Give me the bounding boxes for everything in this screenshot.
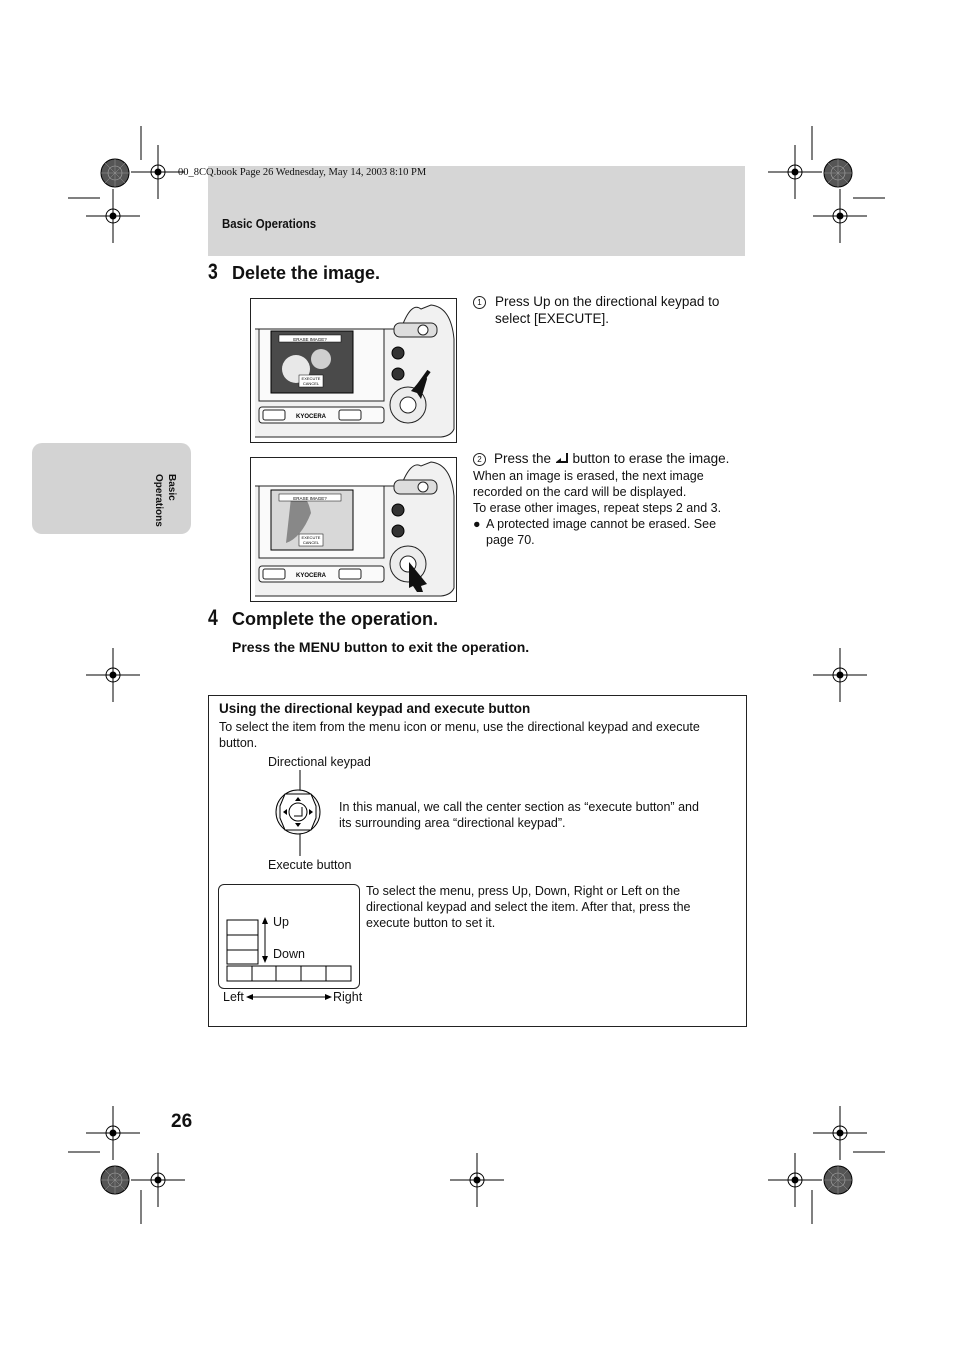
step-3-number: 3: [208, 259, 218, 284]
camera-figure-2: [250, 457, 457, 602]
step-3-note-2: To erase other images, repeat steps 2 and 3.: [473, 501, 722, 515]
step-4-number: 4: [208, 605, 218, 630]
execute-button-label: Execute button: [268, 858, 352, 872]
screen-option-execute: EXECUTE: [301, 376, 321, 381]
side-tab-label: [152, 474, 182, 527]
step-3-item-1-text: Press Up on the directional keypad to select [EXECUTE].: [495, 294, 720, 326]
step-4-title: Complete the operation.: [232, 609, 439, 629]
header-band: [208, 166, 745, 256]
info-box-intro: To select the item from the menu icon or menu, use the directional keypad and execute button.: [219, 720, 700, 750]
down-label: Down: [273, 947, 305, 961]
step-3-item-1: [473, 293, 748, 326]
execute-button-icon: [555, 452, 569, 464]
left-label: Left: [223, 990, 244, 1004]
book-info: 00_8CQ.book Page 26 Wednesday, May 14, 2003 8:10 PM: [178, 167, 427, 178]
step-3-item-2-after: button to erase the image.: [568, 451, 730, 466]
page-number: 26: [171, 1111, 193, 1132]
directional-keypad-diagram: [268, 770, 338, 856]
step-3-bullet: A protected image cannot be erased. See page 70.: [486, 517, 717, 547]
menu-description: To select the menu, press Up, Down, Right or Left on the directional keypad and select the item. After that, press the execute button to set it.: [366, 884, 691, 930]
keypad-description: In this manual, we call the center section as “execute button” and its surrounding area “directional keypad”.: [339, 800, 699, 830]
bullet-icon: ●: [473, 517, 481, 531]
step-3-title: Delete the image.: [232, 263, 381, 283]
up-label: Up: [273, 915, 289, 929]
screen-title-2: ERASE IMAGE?: [293, 496, 327, 501]
step-3-note-1: When an image is erased, the next image recorded on the card will be displayed.: [473, 469, 704, 499]
step-3-item-2-before: Press the: [494, 451, 555, 466]
side-tab-line2: Operations: [153, 474, 164, 527]
camera-illustration-1: [251, 299, 456, 442]
step-3-item-2: [473, 450, 753, 467]
brand-logo-2: KYOCERA: [295, 573, 327, 579]
screen-option-cancel: CANCEL: [302, 381, 320, 386]
section-title: Basic Operations: [222, 216, 317, 231]
screen-title: ERASE IMAGE?: [293, 337, 327, 342]
info-box-title: Using the directional keypad and execute button: [219, 701, 531, 716]
step-4-instruction: Press the MENU button to exit the operation.: [232, 639, 530, 655]
camera-figure-1: [250, 298, 457, 443]
screen-option-cancel-2: CANCEL: [302, 540, 320, 545]
step-marker-2: 2: [473, 453, 486, 466]
keypad-label: Directional keypad: [268, 755, 371, 769]
side-tab-line1: Basic: [166, 474, 177, 501]
right-label: Right: [333, 990, 363, 1004]
brand-logo: KYOCERA: [295, 414, 327, 420]
step-marker-1: 1: [473, 296, 486, 309]
camera-illustration-2: [251, 458, 456, 601]
screen-option-execute-2: EXECUTE: [301, 535, 321, 540]
